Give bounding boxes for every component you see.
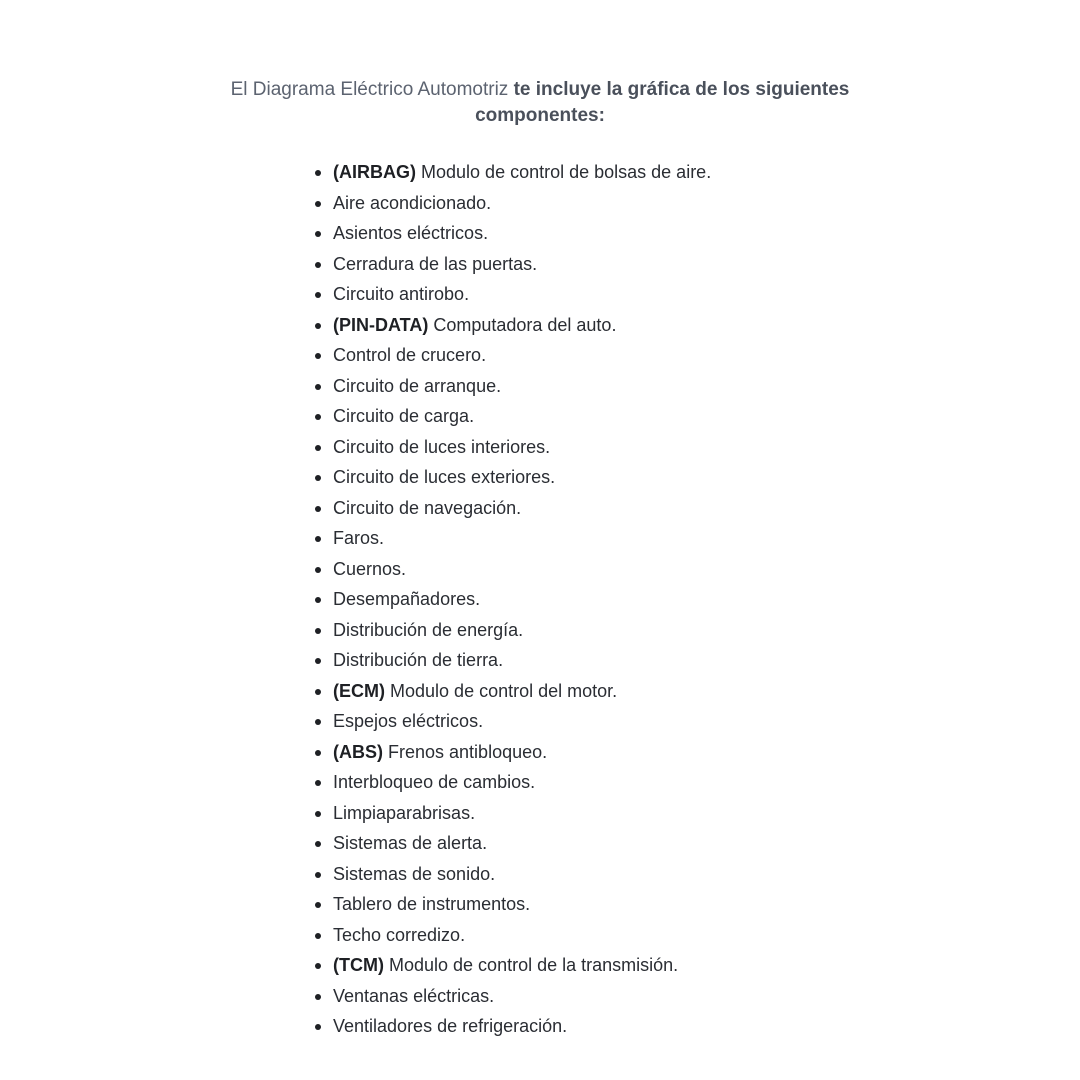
component-code: (TCM) — [333, 955, 384, 975]
bullet-icon — [315, 994, 321, 1000]
bullet-icon — [315, 475, 321, 481]
bullet-icon — [315, 780, 321, 786]
list-item — [333, 859, 711, 890]
bullet-icon — [315, 384, 321, 390]
component-name: Aire acondicionado. — [333, 192, 492, 213]
bullet-icon — [315, 872, 321, 878]
component-name: Espejos eléctricos. — [333, 711, 484, 731]
intro-regular-text: El Diagrama Eléctrico Automotriz — [230, 79, 509, 100]
list-item — [333, 889, 711, 920]
component-name: Asientos eléctricos. — [333, 223, 489, 243]
component-name: Sistemas de alerta. — [333, 833, 488, 853]
list-item — [333, 462, 711, 493]
list-item — [333, 279, 711, 310]
list-item — [333, 188, 711, 219]
bullet-icon — [315, 689, 321, 695]
component-name: Modulo de control de bolsas de aire. — [421, 162, 712, 182]
component-name: Faros. — [333, 528, 385, 548]
component-name: Computadora del auto. — [433, 314, 617, 335]
component-name: Desempañadores. — [333, 589, 481, 609]
list-item — [333, 1011, 711, 1042]
bullet-icon — [315, 628, 321, 634]
component-name: Circuito antirobo. — [333, 284, 470, 304]
intro-bold-text: te incluye la gráfica de los siguientes — [513, 79, 850, 100]
bullet-icon — [315, 1024, 321, 1030]
bullet-icon — [315, 506, 321, 512]
list-item — [333, 981, 711, 1012]
component-name: Sistemas de sonido. — [333, 863, 496, 884]
list-item — [333, 706, 711, 737]
list-item — [333, 798, 711, 829]
component-name: Circuito de carga. — [333, 406, 475, 426]
component-name: Distribución de tierra. — [333, 650, 504, 670]
list-item — [333, 218, 711, 249]
bullet-icon — [315, 597, 321, 603]
component-code: (PIN-DATA) — [333, 314, 429, 335]
bullet-icon — [315, 658, 321, 664]
list-item — [333, 157, 711, 188]
component-code: (AIRBAG) — [333, 162, 416, 182]
list-item — [333, 371, 711, 402]
bullet-icon — [315, 323, 321, 329]
bullet-icon — [315, 933, 321, 939]
bullet-icon — [315, 567, 321, 573]
component-name: Circuito de arranque. — [333, 375, 502, 396]
component-name: Tablero de instrumentos. — [333, 894, 531, 914]
list-item — [333, 920, 711, 951]
bullet-icon — [315, 750, 321, 756]
list-item — [333, 554, 711, 585]
bullet-icon — [315, 231, 321, 237]
component-list — [333, 157, 711, 1042]
component-name: Cerradura de las puertas. — [333, 253, 538, 274]
list-item — [333, 950, 711, 981]
intro-bold-text-continued: componentes: — [475, 105, 605, 126]
list-item — [333, 340, 711, 371]
component-name: Control de crucero. — [333, 345, 487, 365]
bullet-icon — [315, 414, 321, 420]
component-name: Modulo de control del motor. — [390, 680, 618, 701]
component-name: Circuito de luces interiores. — [333, 436, 551, 457]
bullet-icon — [315, 445, 321, 451]
component-name: Frenos antibloqueo. — [388, 741, 548, 762]
list-item — [333, 615, 711, 646]
component-name: Techo corredizo. — [333, 924, 466, 945]
component-name: Interbloqueo de cambios. — [333, 772, 536, 792]
component-name: Distribución de energía. — [333, 619, 524, 640]
bullet-icon — [315, 262, 321, 268]
list-item — [333, 737, 711, 768]
list-item — [333, 523, 711, 554]
component-name: Limpiaparabrisas. — [333, 802, 476, 823]
bullet-icon — [315, 963, 321, 969]
bullet-icon — [315, 536, 321, 542]
bullet-icon — [315, 170, 321, 176]
component-name: Ventanas eléctricas. — [333, 985, 495, 1006]
component-name: Circuito de luces exteriores. — [333, 467, 556, 487]
component-name: Circuito de navegación. — [333, 497, 522, 518]
component-code: (ABS) — [333, 741, 383, 762]
bullet-icon — [315, 201, 321, 207]
component-name: Ventiladores de refrigeración. — [333, 1016, 568, 1036]
list-item — [333, 767, 711, 798]
list-item — [333, 676, 711, 707]
list-item — [333, 432, 711, 463]
bullet-icon — [315, 292, 321, 298]
bullet-icon — [315, 811, 321, 817]
bullet-icon — [315, 719, 321, 725]
list-item — [333, 828, 711, 859]
list-item — [333, 249, 711, 280]
list-item — [333, 584, 711, 615]
bullet-icon — [315, 841, 321, 847]
list-item — [333, 645, 711, 676]
intro-heading — [0, 77, 1080, 129]
component-name: Modulo de control de la transmisión. — [389, 955, 679, 975]
bullet-icon — [315, 353, 321, 359]
bullet-icon — [315, 902, 321, 908]
list-item — [333, 493, 711, 524]
list-item — [333, 310, 711, 341]
list-item — [333, 401, 711, 432]
component-name: Cuernos. — [333, 558, 407, 579]
component-code: (ECM) — [333, 680, 385, 701]
